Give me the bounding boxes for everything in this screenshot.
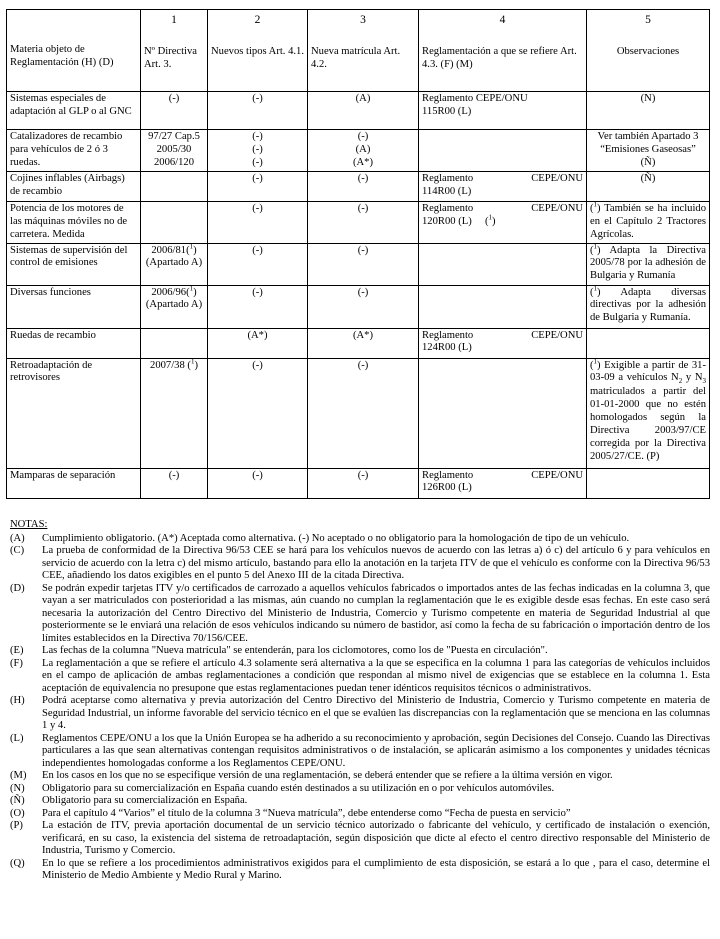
notes-section [10,519,710,883]
row-col3: (-) (A) (A*) [308,130,419,172]
row-col4: Reglamento CEPE/ONU 120R00 (L) ($^1$) [419,201,587,243]
row-col5: ($^1$) Adapta la Directiva 2005/78 por la adhesión de Bulgaria y Rumanía [587,243,710,285]
row-col2: (A*) [208,328,308,358]
note-item: (P) La estación de ITV, previa aportación documental de un servicio técnico autorizado o fabricante del vehículo, y certificado de instalación o exención, verificará, en su caso, la existencia del sistema de retroadaptación, según disposición que dicte al efecto el centro directivo responsable del Ministerio de Industria, Turismo y Comercio. [10,820,710,856]
row-materia: Sistemas de supervisión del control de emisiones [7,243,141,285]
note-item: (N) Obligatorio para su comercialización en España cuando estén destinados a su utilización en o por vehículos automóviles. [10,782,555,794]
note-item: (C) La prueba de conformidad de la Directiva 96/53 CEE se hará para los vehículos nuevos de acuerdo con las letras a) ó c) del artículo 6 y para vehículos en servicio de acuerdo con la letra c) del mismo artículo, bastando para ello la anotación en la tarjeta ITV de que el vehículo es conforme con la Directiva 96/53 CEE, añadiendo los datos exigibles en el punto 5 del Anexo III de la citada Directiva. [10,545,710,581]
note-item: (E) Las fechas de la columna "Nueva matrícula" se entenderán, para los ciclomotores, como los de "Puesta en circulación". [10,645,548,656]
regulation-table [6,9,710,499]
row-materia: Potencia de los motores de las máquinas móviles no de carretera. Medida [7,201,141,243]
header-col3: 3 Nueva matrícula Art. 4.2. [308,10,419,92]
note-item: (A) Cumplimiento obligatorio. (A*) Aceptada como alternativa. (-) No aceptado o no obligatorio para la homologación de tipo de un vehículo. [10,532,630,544]
row-col4 [419,285,587,328]
note-item: (M) En los casos en los que no se especifique versión de una reglamentación, se deberá entender que se refiere a la última versión en vigor. [10,770,613,781]
row-col3: (A*) [308,328,419,358]
row-col2: (-) [208,201,308,243]
row-col5: (N) [587,92,710,130]
note-item: (O) Para el capítulo 4 “Varios” el título de la columna 3 “Nueva matrícula”, debe entenderse como “Fecha de puesta en servicio” [10,807,571,819]
row-col4 [419,243,587,285]
row-col5: Ver también Apartado 3 “Emisiones Gaseosas” (Ñ) [587,130,710,172]
row-col3: (-) [308,285,419,328]
row-col4 [419,130,587,172]
row-col4: Reglamento CEPE/ONU 115R00 (L) [419,92,587,130]
row-col5: ($^1$) Exigible a partir de 31-03-09 a vehículos $N_2$ y $N_3$ matriculados a partir del 01-01-2000 que no estén homologados según la Directiva 2003/97/CE corregida por la Directiva 2005/27/CE. (P) [587,358,710,468]
header-col2: 2 Nuevos tipos Art. 4.1. [208,10,308,92]
table-row [7,243,710,285]
header-col4: 4 Reglamentación a que se refiere Art. 4.3. (F) (M) [419,10,587,92]
row-col1: 2006/96($^1$) (Apartado A) [141,285,208,328]
note-item: (Q) En lo que se refiere a los procedimientos administrativos exigidos para el cumplimiento de esta disposición, se estará a lo que , para el caso, determine el Ministerio de Medio Ambiente y Medio Rural y Marino. [10,857,710,881]
row-col1: 97/27 Cap.5 2005/30 2006/120 [141,130,208,172]
row-col4: Reglamento CEPE/ONU 114R00 (L) [419,171,587,201]
row-col3: (-) [308,358,419,468]
row-col2: (-) [208,358,308,468]
note-item: (H) Podrá aceptarse como alternativa y previa autorización del Centro Directivo del Ministerio de Industria, Comercio y Turismo competente en materia de Seguridad Industrial, un informe favorable del servicio técnico en el que se evalúen las discrepancias con la reglamentación que se menciona en las columnas 1 y 4. [10,695,710,731]
row-col5 [587,328,710,358]
row-col3: (-) [308,243,419,285]
row-col1: (-) [141,468,208,498]
row-col5: (Ñ) [587,171,710,201]
row-col1: 2007/38 ($^1$) [141,358,208,468]
row-col4: Reglamento CEPE/ONU 124R00 (L) [419,328,587,358]
table-row [7,92,710,130]
row-col1: (-) [141,92,208,130]
row-materia: Mamparas de separación [7,468,141,498]
row-col1 [141,328,208,358]
row-col5: ($^1$) También se ha incluido en el Capítulo 2 Tractores Agrícolas. [587,201,710,243]
table-row [7,171,710,201]
header-col1: 1 Nº Directiva Art. 3. [141,10,208,92]
row-col1: 2006/81($^1$) (Apartado A) [141,243,208,285]
notes-list [10,533,710,883]
table-row [7,201,710,243]
header-materia: Materia objeto de Reglamentación (H) (D) [7,10,141,92]
row-col2: (-) [208,468,308,498]
row-materia: Sistemas especiales de adaptación al GLP o al GNC [7,92,141,130]
table-row [7,285,710,328]
row-materia: Ruedas de recambio [7,328,141,358]
row-col1 [141,201,208,243]
row-col2: (-) [208,285,308,328]
row-col3: (-) [308,201,419,243]
note-item: (L) Reglamentos CEPE/ONU a los que la Unión Europea se ha adherido a su reconocimiento y aprobación, según Decisiones del Consejo. Cuando las Directivas particulares a las que sean alternativas contengan requisitos administrativos o de instalación, se aplicarán asimismo a los componentes y unidades técnicas independientes homologadas conforme a los Reglamentos CEPE/ONU. [10,732,710,769]
row-col2: (-) [208,171,308,201]
row-col1 [141,171,208,201]
notes-title: NOTAS: [10,519,48,530]
row-col3: (A) [308,92,419,130]
row-col4 [419,358,587,468]
note-item: (D) Se podrán expedir tarjetas ITV y/o certificados de carrozado a aquellos vehículos fabricados o importados antes de las fechas indicadas en la columna 3, que vayan a ser matriculados con posterioridad a las mismas, aún cuando no cumplan la reglamentación que le es exigible desde esas fechas. En este caso será necesaria la autorización del Centro Directivo del Ministerio de Industria, Comercio y Turismo competente en materia de Seguridad Industrial al que posteriormente se le enviará una relación de esos vehículos indicando su número de bastidor, así como la fecha de su fabricación o importación dentro de los límites establecidos en la Directiva 70/156/CEE. [10,582,710,644]
row-col2: (-) [208,92,308,130]
row-col3: (-) [308,171,419,201]
header-row [7,10,710,92]
note-item: (F) La reglamentación a que se refiere el artículo 4.3 solamente será alternativa a la que se especifica en la columna 1 para las categorías de vehículos incluidos en el campo de aplicación de ambas reglamentaciones a condición que respondan al mismo nivel de exigencias que se establece en la columna 1. Esta aceptación de equivalencia no presupone que estas reglamentaciones puedan tener idénticos requisitos técnicos o administrativos. [10,657,710,694]
row-col4: Reglamento CEPE/ONU 126R00 (L) [419,468,587,498]
row-materia: Diversas funciones [7,285,141,328]
table-row [7,328,710,358]
row-col2: (-) (-) (-) [208,130,308,172]
table-row [7,130,710,172]
table-row [7,358,710,468]
row-materia: Catalizadores de recambio para vehículos de 2 ó 3 ruedas. [7,130,141,172]
row-materia: Cojines inflables (Airbags) de recambio [7,171,141,201]
row-col5: ($^1$) Adapta diversas directivas por la adhesión de Bulgaria y Rumanía. [587,285,710,328]
header-col5: 5 Observaciones [587,10,710,92]
row-col2: (-) [208,243,308,285]
row-col3: (-) [308,468,419,498]
row-col5 [587,468,710,498]
row-materia: Retroadaptación de retrovisores [7,358,141,468]
table-row [7,468,710,498]
note-item: (Ñ) Obligatorio para su comercialización en España. [10,795,248,806]
